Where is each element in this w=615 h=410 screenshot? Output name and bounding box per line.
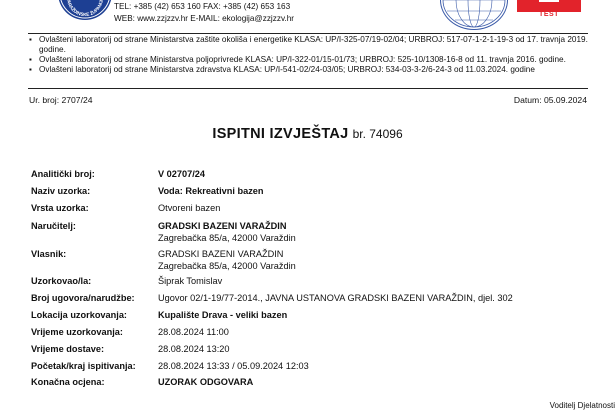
report-title-text: ISPITNI IZVJEŠTAJ	[212, 126, 349, 142]
field-label: Početak/kraj ispitivanja:	[31, 361, 136, 371]
field-value: 28.08.2024 11:00	[158, 327, 229, 337]
institute-logo	[58, 0, 112, 20]
field-label: Naziv uzorka:	[31, 186, 91, 196]
field-value: 28.08.2024 13:33 / 05.09.2024 12:03	[158, 361, 309, 371]
accreditation-badge	[517, 0, 581, 24]
document-date: Datum: 05.09.2024	[513, 95, 587, 105]
accreditation-item: ▪ Ovlašteni laboratorij od strane Ministarstva zdravstva KLASA: UP/I-541-02/24-03/05; URBROJ: 534-03-3-2/6-24-3 od 11.03.2024. godine	[28, 65, 588, 75]
field-label: Naručitelj:	[31, 221, 76, 231]
field-value: UZORAK ODGOVARA	[158, 377, 254, 387]
header-divider	[28, 33, 588, 34]
field-value-address: Zagrebačka 85/a, 42000 Varaždin	[158, 233, 296, 243]
accreditation-list	[28, 35, 588, 75]
badge-label: TEST	[539, 11, 559, 18]
accreditation-item: ▪ Ovlašteni laboratorij od strane Ministarstva poljoprivrede KLASA: UP/I-322-01/15-01/73; URBROJ: 525-10/1308-16-8 od 11. travnja 2016. godine.	[28, 55, 588, 65]
field-value-address: Zagrebačka 85/a, 42000 Varaždin	[158, 261, 296, 271]
field-value: V 02707/24	[158, 169, 206, 179]
logo-arc-text: ARAŽDINSKE ŽUPANIJ	[66, 0, 104, 18]
field-value: GRADSKI BAZENI VARAŽDIN	[158, 221, 287, 231]
report-number: br. 74096	[352, 127, 403, 141]
field-value: Otvoreni bazen	[158, 203, 221, 213]
field-value: GRADSKI BAZENI VARAŽDIN	[158, 249, 284, 259]
field-label: Vrijeme dostave:	[31, 344, 105, 354]
report-title	[0, 126, 615, 142]
reference-number: Ur. broj: 2707/24	[29, 95, 93, 105]
signature-label: Voditelj Djelatnosti	[549, 401, 615, 410]
field-label: Uzorkovao/la:	[31, 276, 92, 286]
field-label: Analitički broj:	[31, 169, 95, 179]
field-value: Voda: Rekreativni bazen	[158, 186, 264, 196]
accreditation-divider	[28, 88, 588, 89]
contact-phone-fax: TEL: +385 (42) 653 160 FAX: +385 (42) 653 163	[114, 2, 291, 11]
field-value: 28.08.2024 13:20	[158, 344, 230, 354]
field-label: Vlasnik:	[31, 249, 67, 259]
field-label: Vrijeme uzorkovanja:	[31, 327, 123, 337]
field-value: Ugovor 02/1-19/77-2014., JAVNA USTANOVA GRADSKI BAZENI VARAŽDIN, djel. 302	[158, 293, 513, 303]
field-label: Konačna ocjena:	[31, 377, 105, 387]
field-label: Broj ugovora/narudžbe:	[31, 293, 135, 303]
field-label: Vrsta uzorka:	[31, 203, 89, 213]
field-value: Šiprak Tomislav	[158, 276, 223, 286]
accreditation-item: ▪ Ovlašteni laboratorij od strane Ministarstva zaštite okoliša i energetike KLASA: UP/I-325-07/19-02/04; URBROJ: 517-07-1-2-1-19-3 od 17. travnja 2019. godine.	[28, 35, 588, 54]
contact-web-email: WEB: www.zzjzzv.hr E-MAIL: ekologija@zzjzzv.hr	[114, 14, 294, 23]
field-label: Lokacija uzorkovanja:	[31, 310, 127, 320]
globe-emblem-icon	[440, 0, 508, 30]
field-value: Kupalište Drava - veliki bazen	[158, 310, 288, 320]
